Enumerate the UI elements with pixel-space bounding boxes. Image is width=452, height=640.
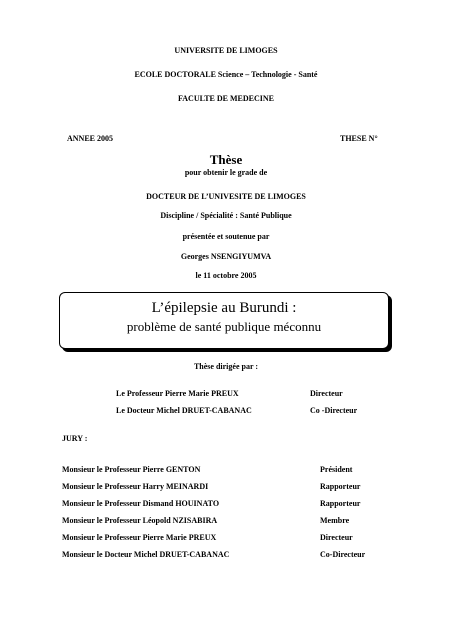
director-name: Le Professeur Pierre Marie PREUX xyxy=(116,389,239,398)
co-director-role: Co -Directeur xyxy=(310,406,358,415)
thesis-degree: DOCTEUR DE L’UNIVESITE DE LIMOGES xyxy=(146,192,306,201)
title-box xyxy=(59,292,389,349)
jury-member-role: Co-Directeur xyxy=(320,550,366,559)
year-label: ANNEE 2005 xyxy=(67,134,114,143)
jury-member-name: Monsieur le Professeur Léopold NZISABIRA xyxy=(62,516,218,525)
jury-member-role: Directeur xyxy=(320,533,353,542)
university-name: UNIVERSITE DE LIMOGES xyxy=(174,46,278,55)
thesis-presented-by: présentée et soutenue par xyxy=(182,232,270,241)
jury-member-name: Monsieur le Docteur Michel DRUET-CABANAC xyxy=(62,550,230,559)
thesis-purpose: pour obtenir le grade de xyxy=(184,168,268,177)
thesis-date: le 11 octobre 2005 xyxy=(195,271,257,280)
direction-label: Thèse dirigée par : xyxy=(193,362,259,371)
doctoral-school: ECOLE DOCTORALE Science – Technologie - Santé xyxy=(134,70,318,79)
jury-member-role: Membre xyxy=(320,516,350,525)
jury-member-name: Monsieur le Professeur Dismand HOUINATO xyxy=(62,499,220,508)
thesis-author: Georges NSENGIYUMVA xyxy=(180,252,272,261)
thesis-discipline: Discipline / Spécialité : Santé Publique xyxy=(160,211,292,220)
jury-member-name: Monsieur le Professeur Pierre GENTON xyxy=(62,465,201,474)
faculty-name: FACULTE DE MEDECINE xyxy=(177,94,274,103)
jury-label: JURY : xyxy=(62,434,88,443)
jury-member-name: Monsieur le Professeur Pierre Marie PREUX xyxy=(62,533,217,542)
jury-member-role: Président xyxy=(320,465,353,474)
co-director-name: Le Docteur Michel DRUET-CABANAC xyxy=(116,406,252,415)
director-role: Directeur xyxy=(310,389,343,398)
jury-member-role: Rapporteur xyxy=(320,482,361,491)
thesis-title: L’épilepsie au Burundi : xyxy=(151,300,297,316)
jury-member-name: Monsieur le Professeur Harry MEINARDI xyxy=(62,482,209,491)
thesis-number-label: THESE N° xyxy=(340,134,378,143)
thesis-subtitle: problème de santé publique méconnu xyxy=(126,319,322,334)
jury-member-role: Rapporteur xyxy=(320,499,361,508)
thesis-heading: Thèse xyxy=(209,152,243,167)
